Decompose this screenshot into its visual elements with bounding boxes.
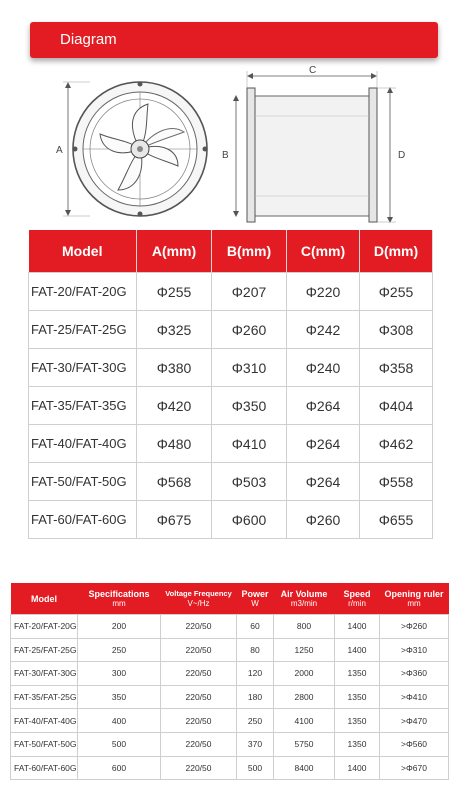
fan-diagram — [30, 58, 438, 236]
spec-header-model — [11, 583, 78, 615]
cell-a: Φ255 — [137, 273, 212, 311]
table-row — [11, 732, 449, 756]
header-a: A(mm) — [137, 230, 212, 273]
spec-cell: 1250 — [274, 638, 335, 662]
cell-d: Φ308 — [360, 311, 433, 349]
cell-c: Φ240 — [287, 349, 360, 387]
spec-cell-model: FAT-20/FAT-20G — [11, 615, 78, 639]
cell-c: Φ220 — [287, 273, 360, 311]
spec-cell: 220/50 — [161, 685, 237, 709]
cell-model: FAT-60/FAT-60G — [29, 501, 137, 539]
cell-d: Φ358 — [360, 349, 433, 387]
cell-a: Φ380 — [137, 349, 212, 387]
spec-cell: 5750 — [274, 732, 335, 756]
cell-b: Φ260 — [212, 311, 287, 349]
spec-cell: 500 — [78, 732, 161, 756]
cell-a: Φ675 — [137, 501, 212, 539]
spec-header-unit: m3/min — [290, 598, 318, 608]
label-a: A — [56, 145, 63, 156]
table-row — [11, 709, 449, 733]
spec-header-label: Opening ruler — [384, 588, 444, 599]
cell-c: Φ264 — [287, 425, 360, 463]
spec-cell: 220/50 — [161, 638, 237, 662]
side-view — [222, 65, 405, 223]
spec-cell: 350 — [78, 685, 161, 709]
spec-cell: >Φ360 — [380, 662, 449, 686]
spec-header-unit: mm — [407, 598, 421, 608]
cell-b: Φ600 — [212, 501, 287, 539]
spec-cell-model: FAT-25/FAT-25G — [11, 638, 78, 662]
header-b: B(mm) — [212, 230, 287, 273]
spec-cell: 8400 — [274, 756, 335, 780]
cell-d: Φ558 — [360, 463, 433, 501]
spec-header-label: Air Volume — [280, 588, 328, 599]
spec-cell: 1400 — [335, 756, 380, 780]
table-row — [11, 638, 449, 662]
spec-cell: >Φ260 — [380, 615, 449, 639]
spec-cell: 370 — [237, 732, 274, 756]
spec-table — [10, 583, 449, 780]
cell-d: Φ462 — [360, 425, 433, 463]
spec-header-specifications — [78, 583, 161, 615]
cell-model: FAT-35/FAT-35G — [29, 387, 137, 425]
spec-cell: 1350 — [335, 685, 380, 709]
diagram-banner — [30, 22, 438, 58]
spec-cell: 300 — [78, 662, 161, 686]
cell-a: Φ325 — [137, 311, 212, 349]
spec-header-model-label: Model — [31, 593, 57, 604]
cell-b: Φ207 — [212, 273, 287, 311]
table-row — [29, 387, 433, 425]
spec-header-power — [237, 583, 274, 615]
spec-header-label: Power — [241, 588, 269, 599]
table-row — [29, 463, 433, 501]
table-row — [29, 273, 433, 311]
spec-cell-model: FAT-50/FAT-50G — [11, 732, 78, 756]
table-row — [11, 685, 449, 709]
cell-d: Φ255 — [360, 273, 433, 311]
spec-cell: 250 — [237, 709, 274, 733]
front-view-fan — [73, 82, 208, 217]
spec-cell: 1350 — [335, 662, 380, 686]
cell-a: Φ480 — [137, 425, 212, 463]
spec-cell: >Φ310 — [380, 638, 449, 662]
table-row — [29, 349, 433, 387]
spec-cell: 600 — [78, 756, 161, 780]
spec-cell: 220/50 — [161, 756, 237, 780]
table-row — [29, 425, 433, 463]
label-d: D — [398, 150, 406, 161]
spec-header-unit: mm — [112, 598, 126, 608]
table-row — [29, 501, 433, 539]
table-row — [11, 662, 449, 686]
cell-b: Φ503 — [212, 463, 287, 501]
cell-d: Φ655 — [360, 501, 433, 539]
spec-cell: 180 — [237, 685, 274, 709]
spec-cell: 80 — [237, 638, 274, 662]
label-b: B — [222, 150, 229, 161]
spec-header-unit: r/min — [348, 598, 366, 608]
cell-b: Φ410 — [212, 425, 287, 463]
spec-header-voltage — [161, 583, 237, 615]
spec-cell: 60 — [237, 615, 274, 639]
cell-model: FAT-20/FAT-20G — [29, 273, 137, 311]
header-d: D(mm) — [360, 230, 433, 273]
spec-cell: 2800 — [274, 685, 335, 709]
spec-header-speed — [335, 583, 380, 615]
spec-cell-model: FAT-35/FAT-25G — [11, 685, 78, 709]
dimension-table — [28, 230, 433, 539]
spec-cell: 1400 — [335, 615, 380, 639]
cell-model: FAT-40/FAT-40G — [29, 425, 137, 463]
spec-cell: 1400 — [335, 638, 380, 662]
spec-header-unit: W — [251, 598, 259, 608]
spec-cell: 1350 — [335, 732, 380, 756]
banner-title: Diagram — [60, 31, 117, 48]
spec-cell: >Φ560 — [380, 732, 449, 756]
spec-cell-model: FAT-30/FAT-30G — [11, 662, 78, 686]
spec-cell: 120 — [237, 662, 274, 686]
cell-a: Φ420 — [137, 387, 212, 425]
cell-a: Φ568 — [137, 463, 212, 501]
spec-cell: >Φ470 — [380, 709, 449, 733]
cell-c: Φ242 — [287, 311, 360, 349]
spec-cell: 400 — [78, 709, 161, 733]
spec-cell: >Φ670 — [380, 756, 449, 780]
spec-header-label: Voltage Frequency — [165, 589, 232, 598]
spec-header-label: Speed — [343, 588, 371, 599]
spec-cell: 1350 — [335, 709, 380, 733]
spec-cell: 220/50 — [161, 662, 237, 686]
spec-cell: 4100 — [274, 709, 335, 733]
spec-header-label: Specifications — [88, 588, 150, 599]
spec-header-opening-ruler — [380, 583, 449, 615]
spec-table-header — [11, 583, 449, 615]
spec-header-air-volume — [274, 583, 335, 615]
table-row — [29, 311, 433, 349]
cell-b: Φ350 — [212, 387, 287, 425]
spec-cell: 500 — [237, 756, 274, 780]
cell-model: FAT-30/FAT-30G — [29, 349, 137, 387]
cell-model: FAT-50/FAT-50G — [29, 463, 137, 501]
spec-cell: 220/50 — [161, 615, 237, 639]
dimension-table-header — [29, 230, 433, 273]
label-c: C — [309, 65, 317, 76]
cell-c: Φ264 — [287, 463, 360, 501]
header-model: Model — [29, 230, 137, 273]
spec-header-unit: V~/Hz — [187, 599, 210, 608]
spec-cell: 2000 — [274, 662, 335, 686]
table-row — [11, 615, 449, 639]
header-c: C(mm) — [287, 230, 360, 273]
spec-cell: 800 — [274, 615, 335, 639]
spec-cell: 250 — [78, 638, 161, 662]
cell-d: Φ404 — [360, 387, 433, 425]
cell-model: FAT-25/FAT-25G — [29, 311, 137, 349]
table-row — [11, 756, 449, 780]
spec-cell: 200 — [78, 615, 161, 639]
cell-b: Φ310 — [212, 349, 287, 387]
cell-c: Φ264 — [287, 387, 360, 425]
cell-c: Φ260 — [287, 501, 360, 539]
spec-cell-model: FAT-60/FAT-60G — [11, 756, 78, 780]
spec-cell-model: FAT-40/FAT-40G — [11, 709, 78, 733]
spec-cell: 220/50 — [161, 709, 237, 733]
spec-cell: 220/50 — [161, 732, 237, 756]
spec-cell: >Φ410 — [380, 685, 449, 709]
